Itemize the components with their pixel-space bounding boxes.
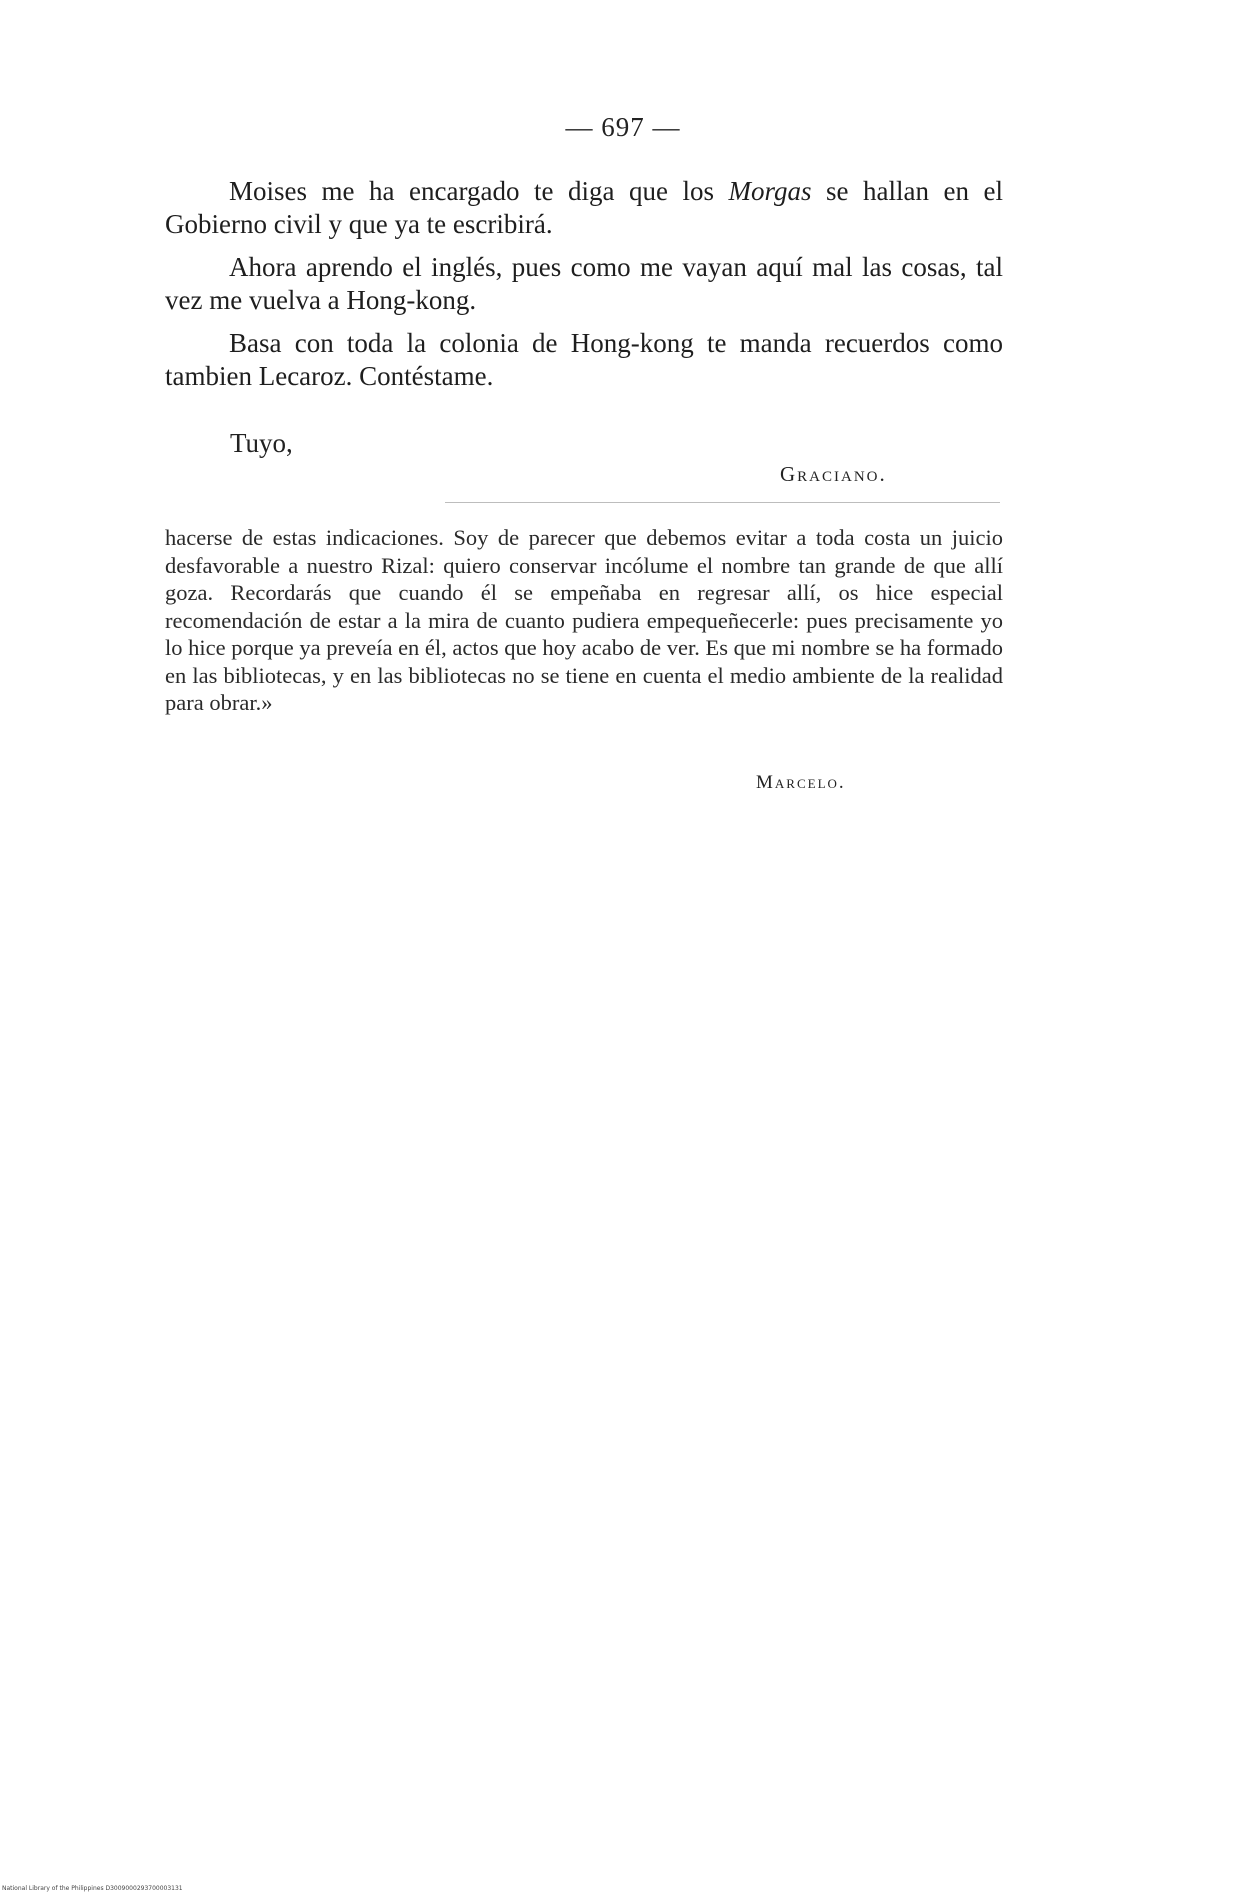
letter-paragraph-3: Basa con toda la colonia de Hong-kong te manda recuerdos como tambien Lecaroz. Contéstame. xyxy=(165,328,1003,391)
letter-paragraph-1-end: se hallan en el Gobierno civil y que ya te escribirá. xyxy=(165,176,1003,239)
letter-paragraph-1-start: Moises me ha encargado te diga que los xyxy=(229,176,729,206)
letter-paragraph-1 xyxy=(165,175,1003,241)
library-credit: National Library of the Philippines D3009000293700003131 xyxy=(2,1885,183,1892)
letter-signature: Graciano. xyxy=(780,462,887,486)
letter-paragraph-2: Ahora aprendo el inglés, pues como me vayan aquí mal las cosas, tal vez me vuelva a Hong-kong. xyxy=(165,252,1003,315)
letter-salutation: Tuyo, xyxy=(230,428,293,458)
section-divider xyxy=(445,502,1000,503)
letter-paragraph-1-italic: Morgas xyxy=(728,176,812,206)
quoted-letter-signature: Marcelo. xyxy=(756,772,846,793)
quoted-letter xyxy=(165,524,1003,717)
letter-body xyxy=(165,175,1003,403)
quoted-letter-text: hacerse de estas indicaciones. Soy de parecer que debemos evitar a toda costa un juicio desfavorable a nuestro Rizal: quiero conservar incólume el nombre tan grande de que allí goza. Recordarás que cuando él se empeñaba en regresar allí, os hice especial recomendación de estar a la mira de cuanto pudiera empequeñecerle: pues precisamente yo lo hice porque ya preveía en él, actos que hoy acabo de ver. Es que mi nombre se ha formado en las bibliotecas, y en las bibliotecas no se tiene en cuenta el medio ambiente de la realidad para obrar.» xyxy=(165,525,1003,715)
page-number: — 697 — xyxy=(565,112,681,142)
